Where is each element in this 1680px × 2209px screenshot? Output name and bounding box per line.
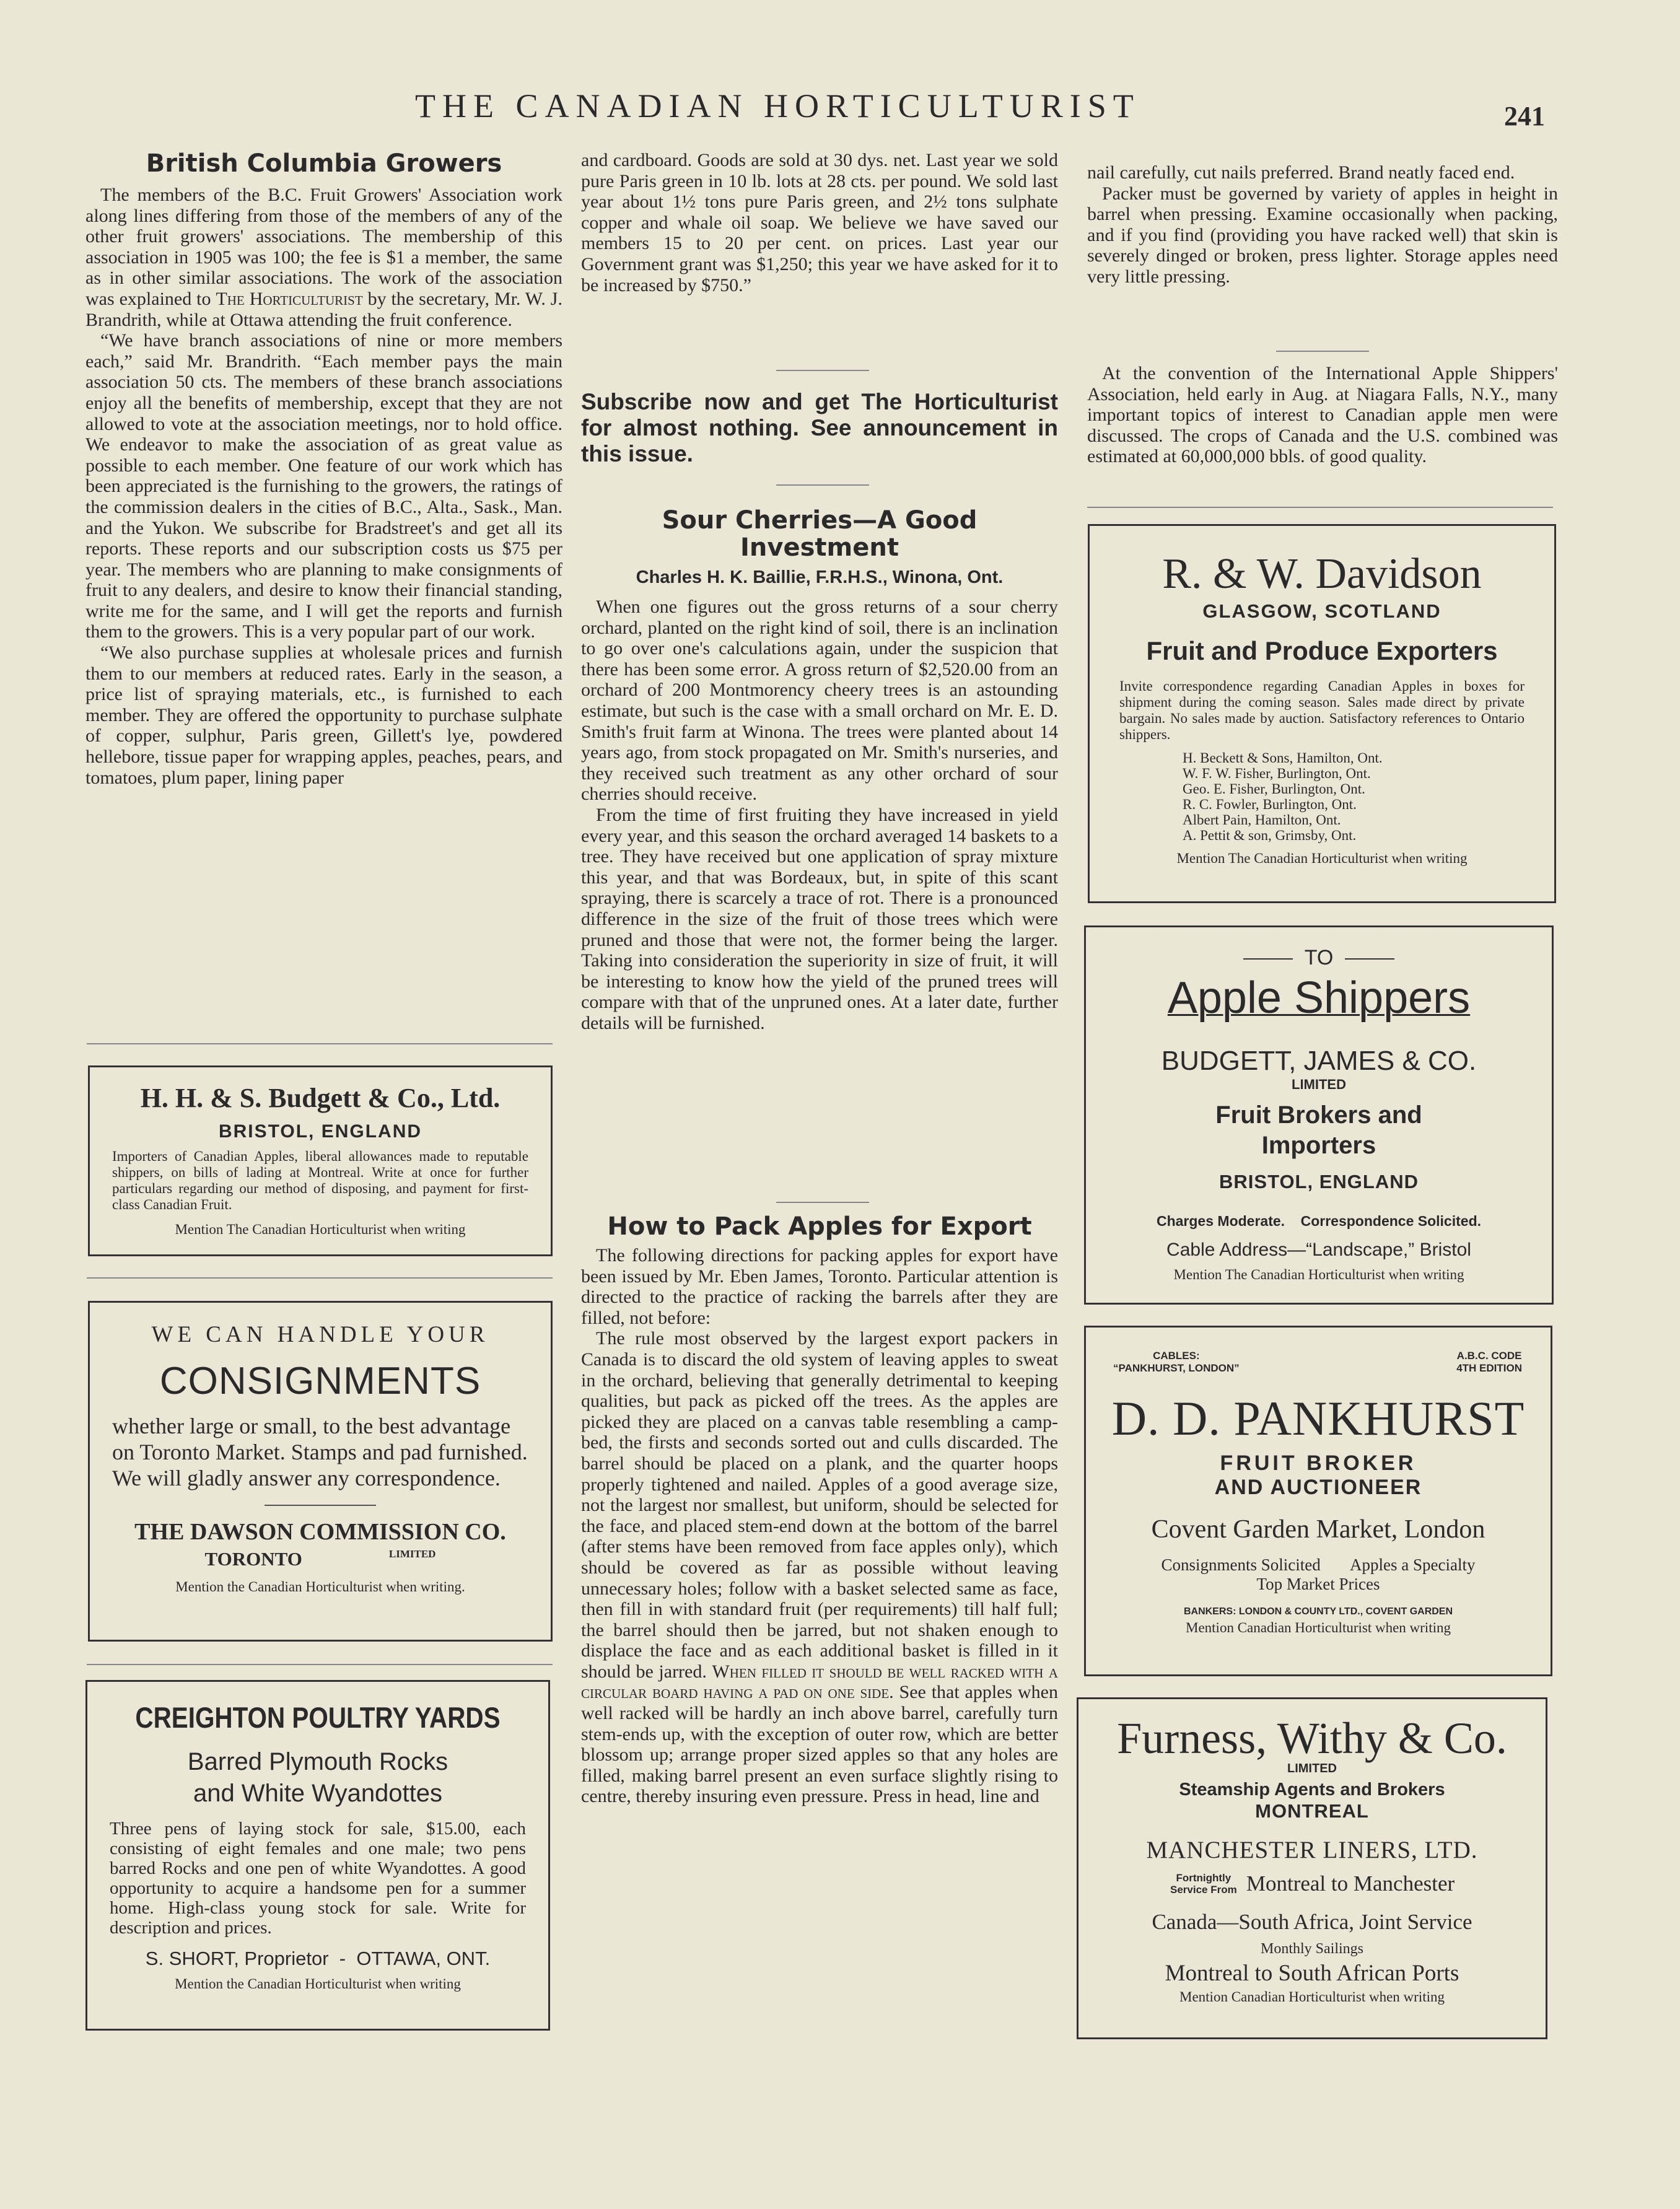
ad-budgett-location: BRISTOL, ENGLAND [218, 1121, 422, 1142]
ad-davidson-tagline: Fruit and Produce Exporters [1146, 636, 1498, 665]
ad-pankhurst-role-1: FRUIT BROKER [1220, 1451, 1417, 1475]
ad-furness-limited: LIMITED [1287, 1762, 1337, 1775]
ad-davidson-refs [1183, 750, 1554, 843]
ad-james-desc-2: Importers [1261, 1132, 1376, 1159]
pack-paragraph-3: nail carefully, cut nails preferred. Brand neatly faced end. [1087, 162, 1515, 183]
ad-dawson-city: TORONTO $^{LIMITED}$ [204, 1548, 436, 1570]
divider [776, 370, 869, 371]
ad-furness-city: MONTREAL [1255, 1800, 1369, 1822]
ad-creighton-body: Three pens of laying stock for sale, $15.00, each consisting of eight females and one male; two pens barred Rocks and one pen of white Wyandottes. A good opportunity to acquire a handsome pen for a summer home. High-class young stock for sale. Write for description and prices. [110, 1819, 526, 1938]
ad-dawson-name: THE DAWSON COMMISSION CO. [134, 1519, 506, 1545]
convention-note [1087, 363, 1558, 467]
ad-dawson-line1: WE CAN HANDLE YOUR [151, 1322, 489, 1347]
ad-budgett-name: H. H. & S. Budgett & Co., Ltd. [140, 1083, 501, 1113]
ad-creighton-mention: Mention the Canadian Horticulturist when writing [175, 1976, 461, 1992]
ad-pankhurst [1084, 1326, 1552, 1676]
ad-davidson [1088, 524, 1556, 903]
divider [1087, 507, 1553, 508]
ad-davidson-location: GLASGOW, SCOTLAND [1202, 600, 1442, 622]
ad-furness-route-1-line [1078, 1871, 1546, 1896]
ad-pankhurst-mention: Mention Canadian Horticulturist when writing [1186, 1620, 1451, 1635]
ad-creighton-breeds-1: Barred Plymouth Rocks [187, 1748, 448, 1775]
divider [87, 1043, 553, 1044]
bc-paragraph-1: The members of the B.C. Fruit Growers' Association work along lines differing from those of the members of any of the other fruit growers' associations. The membership of this association in 1905 was 100; the fee is $1 a member, the same as in other similar associations. The work of the association was explained to The Horticulturist by the secretary, Mr. W. J. Brandrith, while at Ottawa attending the fruit conference. [85, 185, 562, 330]
ad-furness-role: Steamship Agents and Brokers [1179, 1780, 1445, 1800]
page-number: 241 [1504, 101, 1545, 131]
ad-furness-mention: Mention Canadian Horticulturist when writing [1179, 1989, 1445, 2005]
ad-james-name: BUDGETT, JAMES & CO. [1161, 1046, 1477, 1076]
column-2 [581, 150, 1058, 295]
page-header [0, 87, 1680, 136]
ad-pankhurst-bankers: BANKERS: LONDON & COUNTY LTD., COVENT GARDEN [1183, 1606, 1453, 1617]
bc-paragraph-2: “We have branch associations of nine or more members each,” said Mr. Brandrith. “Each member pays the main association 50 cts. The members of these branch associations enjoy all the benefits of membership, except that they are not allowed to vote at the association meetings, nor to hold office. We endeavor to make the association of as great value as possible to each member. One feature of our work which has been appreciated is the furnishing to the growers, the ratings of the commission dealers in the cities of B.C., Alta., Sask., Man. and the Yukon. We subscribe for Bradstreet's and get all its reports. These reports and our subscription costs us $75 per year. The members who are planning to make consignments of fruit to any dealers, and desire to know their financial standing, write me for the same, and I will get the reports and furnish them to the growers. This is a very popular part of our work. [85, 330, 562, 642]
bc-paragraph-4: and cardboard. Goods are sold at 30 dys. net. Last year we sold pure Paris green in 10 lb. lots at 28 cts. per pound. We sold last year about 1½ tons pure Paris green, and 2½ tons sulphate copper and whale oil soap. We believe we have saved our members 15 to 20 per cent. on prices. Last year our Government grant was $1,250; this year we have asked for it to be increased by $750.” [581, 150, 1058, 295]
subscribe-promo: Subscribe now and get The Horticulturist for almost nothing. See announcement in this issue. [581, 389, 1058, 466]
ad-furness-route-1: Montreal to Manchester [1246, 1871, 1455, 1896]
ad-pankhurst-prices: Top Market Prices [1256, 1575, 1380, 1593]
ad-pankhurst-name: D. D. PANKHURST [1111, 1391, 1525, 1445]
bc-paragraph-3: “We also purchase supplies at wholesale prices and furnish them to our members at reduced rates. Early in the season, a price list of spraying materials, etc., is furnished to each member. They are offered the opportunity to purchase sulphate of copper, sulphur, Paris green, Gillett's lye, powdered hellebore, tissue paper for wrapping apples, peaches, pears, and tomatoes, plum paper, lining paper [85, 642, 562, 788]
ad-dawson [88, 1301, 553, 1642]
bc-article-title: British Columbia Growers [146, 149, 502, 178]
ad-james-limited: LIMITED [1292, 1077, 1346, 1092]
pack-paragraph-2: The rule most observed by the largest export packers in Canada is to discard the old system of leaving apples to sweat in the orchard, believing that generally detrimental to keeping qualities, but pack as picked off the trees. As the apples are picked they are placed on a canvas table resembling a camp-bed, the firsts and seconds sorted out and culls discarded. The barrel should be placed on a plank, and the quarter hoops properly tightened and nailed. Apples of a good average size, not the largest nor smallest, but uniform, should be selected for the face, and placed stem-end down at the bottom of the barrel (after stems have been removed from face apples only), which should be covered as far as possible without leaving unnecessary holes; follow with a basket selected same as face, then fill in with standard fruit (per requirements) till half full; the barrel should then be jarred, but not shaken enough to displace the face and as each additional basket is filled in it should be jarred. When filled it should be well racked with a circular board having a pad on one side. See that apples when well racked will be hardly an inch above barrel, carefully turn stem-ends up, with the exception of outer row, which are better blossom up; arrange proper sized apples so that any holes are filled, making barrel present an even surface slightly rising to centre, thereby insuring even pressure. Press in head, line and [581, 1328, 1058, 1807]
journal-name: The Horticulturist [216, 288, 363, 309]
journal-title: THE CANADIAN HORTICULTURIST [415, 87, 1140, 125]
divider [87, 1664, 553, 1665]
ad-pankhurst-cables: CABLES: “PANKHURST, LONDON” [1113, 1350, 1240, 1374]
ad-creighton [85, 1680, 550, 2031]
ad-davidson-mention: Mention The Canadian Horticulturist when writing [1176, 851, 1468, 866]
ad-furness-liners: MANCHESTER LINERS, LTD. [1146, 1837, 1478, 1863]
ad-budgett [88, 1065, 553, 1256]
pack-paragraph-4: Packer must be governed by variety of apples in height in barrel when pressing. Examine occasionally when packing, and if you find (providing you have racked well) that skin is severely dinged or broken, press lighter. Storage apples need very little pressing. [1087, 183, 1558, 287]
ad-budgett-mention: Mention The Canadian Horticulturist when writing [175, 1222, 466, 1237]
bc-article [85, 150, 562, 788]
ad-creighton-breeds-2: and White Wyandottes [193, 1780, 443, 1807]
ad-james-mention: Mention The Canadian Horticulturist when writing [1173, 1267, 1464, 1282]
reference-item: W. F. W. Fisher, Burlington, Ont. [1183, 766, 1371, 781]
rule [265, 1505, 376, 1506]
reference-item: H. Beckett & Sons, Hamilton, Ont. [1183, 750, 1383, 766]
divider [776, 484, 869, 486]
ad-james-charges-line: Charges Moderate. Correspondence Solicited. [1156, 1213, 1482, 1229]
ad-davidson-name: R. & W. Davidson [1162, 550, 1482, 598]
ad-james-headline: Apple Shippers [1167, 973, 1471, 1023]
ad-pankhurst-role-2: AND AUCTIONEER [1214, 1476, 1422, 1499]
ad-davidson-body: Invite correspondence regarding Canadian Apples in boxes for shipment during the coming season. Sales made direct by private bargain. No sales made by auction. Satisfactory references to Ontario shippers. [1119, 678, 1525, 742]
ad-furness [1077, 1697, 1547, 2039]
ad-furness-fortnightly: Fortnightly Service From [1170, 1872, 1237, 1896]
column-3 [1087, 162, 1558, 287]
ad-budgett-body: Importers of Canadian Apples, liberal allowances made to reputable shippers, on bills of lading at Montreal. Write at once for further particulars regarding our method of disposing, and payment for first-class Canadian Fruit. [112, 1148, 528, 1212]
cherries-paragraph-1: When one figures out the gross returns of a sour cherry orchard, planted on the right kind of soil, there is an inclination to go over one's calculations again, under the suspicion that there has been some error. A gross return of $2,520.00 from an orchard of 200 Montmorency cheery trees is an astounding estimate, but such is the case with a small orchard on Mr. E. D. Smith's fruit farm at Winona. The trees were planted about 14 years ago, from stock propagated on Mr. Smith's nurseries, and they received such treatment as any other orchard of sour cherries should receive. [581, 597, 1058, 805]
reference-item: Albert Pain, Hamilton, Ont. [1183, 812, 1341, 828]
ad-furness-joint: Canada—South Africa, Joint Service [1152, 1910, 1472, 1934]
pack-paragraph-1: The following directions for packing apples for export have been issued by Mr. Eben James, Toronto. Particular attention is directed to the practice of racking the barrels after they are filled, not before: [581, 1245, 1058, 1328]
reference-item: A. Pettit & son, Grimsby, Ont. [1183, 828, 1357, 843]
divider [776, 1202, 869, 1203]
ad-creighton-name: CREIGHTON POULTRY YARDS [135, 1701, 501, 1734]
cherries-paragraph-2: From the time of first fruiting they have increased in yield every year, and this season the orchard averaged 14 baskets to a tree. They have received but one application of spray mixture this year, and that was Bordeaux, but, in spite of this scant spraying, there is scarcely a trace of rot. There is a pronounced difference in the size of the fruit of those trees which were pruned and those that were not, the former being the larger. Taking into consideration the superiority in size of fruit, it will be interesting to know how the yield of the pruned trees will compare with that of the unpruned ones. At a later date, further details will be furnished. [581, 804, 1058, 1033]
ad-james-location: BRISTOL, ENGLAND [1219, 1171, 1419, 1192]
ad-furness-name: Furness, Withy & Co. [1117, 1713, 1507, 1763]
ad-dawson-mention: Mention the Canadian Horticulturist when writing. [175, 1579, 465, 1594]
pack-title: How to Pack Apples for Export [607, 1212, 1032, 1241]
ad-james-desc-1: Fruit Brokers and [1215, 1101, 1422, 1129]
ad-creighton-proprietor: S. SHORT, Proprietor - OTTAWA, ONT. [145, 1948, 491, 1969]
ad-dawson-headline: CONSIGNMENTS [159, 1360, 481, 1402]
ad-pankhurst-market: Covent Garden Market, London [1151, 1515, 1485, 1544]
convention-paragraph: At the convention of the International Apple Shippers' Association, held early in Aug. at Niagara Falls, N.Y., many important topics of interest to Canadian apple men were discussed. The crops of Canada and the U.S. combined was estimated at 60,000,000 bbls. of good quality. [1087, 363, 1558, 467]
pack-article [581, 1213, 1058, 1807]
ad-furness-monthly: Monthly Sailings [1260, 1941, 1364, 1957]
ad-james-cable: Cable Address—“Landscape,” Bristol [1166, 1240, 1471, 1260]
ad-furness-route-2: Montreal to South African Ports [1165, 1961, 1459, 1986]
ad-apple-shippers [1084, 925, 1554, 1305]
divider [87, 1277, 553, 1279]
reference-item: Geo. E. Fisher, Burlington, Ont. [1183, 781, 1365, 797]
ad-james-to: TO [1086, 946, 1552, 970]
cherries-byline: Charles H. K. Baillie, F.R.H.S., Winona, Ont. [636, 567, 1004, 587]
ad-pankhurst-consign-line: Consignments Solicited Apples a Specialty [1161, 1555, 1476, 1574]
divider [1276, 351, 1369, 352]
ad-pankhurst-code: A.B.C. CODE 4TH EDITION [1456, 1350, 1522, 1374]
ad-dawson-body: whether large or small, to the best advantage on Toronto Market. Stamps and pad furnished. We will gladly answer any correspondence. [112, 1414, 528, 1490]
reference-item: R. C. Fowler, Burlington, Ont. [1183, 797, 1357, 812]
cherries-article [581, 507, 1058, 1033]
cherries-title: Sour Cherries—A Good Investment [662, 506, 978, 562]
